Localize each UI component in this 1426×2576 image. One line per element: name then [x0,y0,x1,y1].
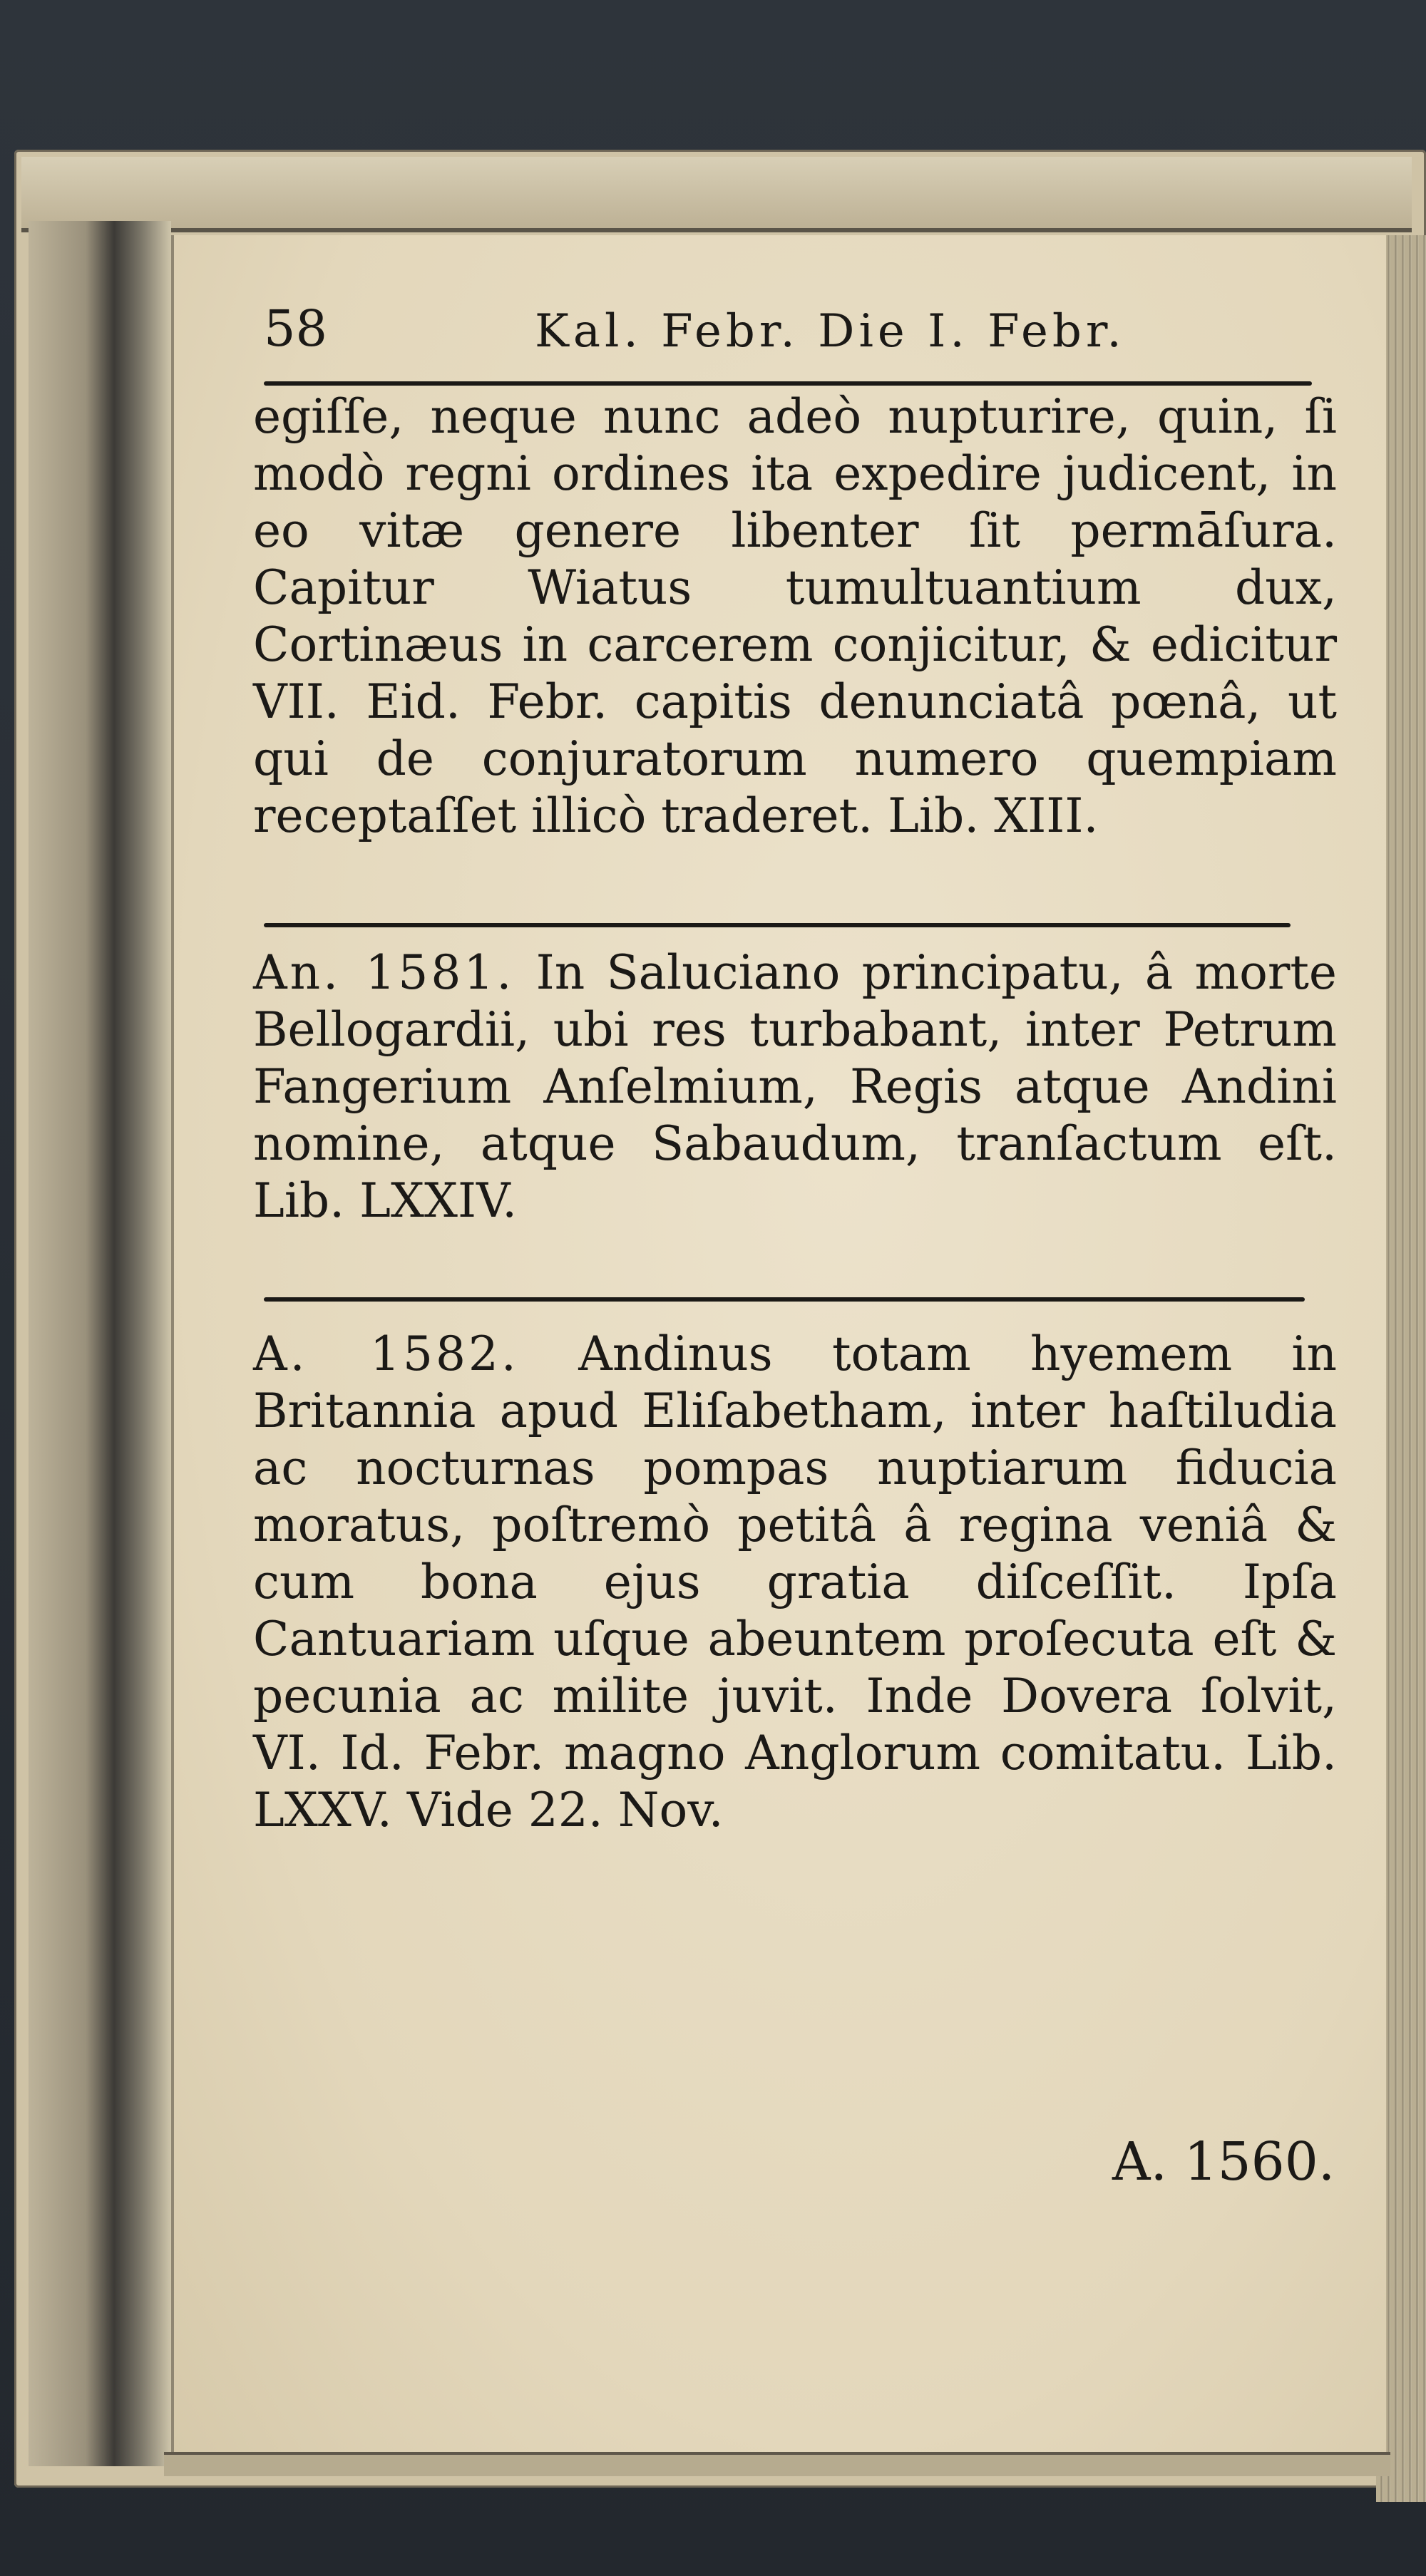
page-header [264,299,1326,378]
entry-paragraph [253,944,1337,1230]
section-divider [264,923,1291,927]
entry-paragraph [253,388,1337,845]
entry-text: In Saluciano principatu, â morte Bellogardii, ubi res turbabant, inter Petrum Fangerium Anſelmium, Regis atque Andini nomine, atque Sabaudum, tranſactum eſt. Lib. LXXIV. [253,945,1337,1228]
page-number: 58 [264,299,328,358]
book-gutter [29,221,171,2466]
section-divider [264,1297,1305,1302]
entry-text: Andinus totam hyemem in Britannia apud Eliſabetham, inter haſtiludia ac nocturnas pompas nuptiarum fiducia moratus, poſtremò petitâ â regina veniâ & cum bona ejus gratia diſceſſit. Ipſa Cantuariam uſque abeuntem proſecuta eſt & pecunia ac milite juvit. Inde Dovera ſolvit, VI. Id. Febr. magno Anglorum comitatu. Lib. LXXV. Vide 22. Nov. [253,1326,1337,1838]
running-head: Kal. Febr. Die I. Febr. [535,305,1126,358]
entry-year: A. 1582. [253,1326,519,1381]
book-bottom-edge [164,2452,1390,2476]
entry-year: An. 1581. [253,945,515,1000]
entry-text: egiſſe, neque nunc adeò nupturire, quin, ſi modò regni ordines ita expedire judicent, in eo vitæ genere libenter ſit permāſura. Capitur Wiatus tumultuantium dux, Cortinæus in carcerem conjicitur, & edicitur VII. Eid. Febr. capitis denunciatâ pœnâ, ut qui de conjuratorum numero quempiam receptaſſet illicò traderet. Lib. XIII. [253,389,1337,843]
header-rule [264,381,1312,386]
entry-paragraph [253,1326,1337,1839]
catchword: A. 1560. [1112,2131,1335,2193]
book-top-edge [21,157,1412,232]
